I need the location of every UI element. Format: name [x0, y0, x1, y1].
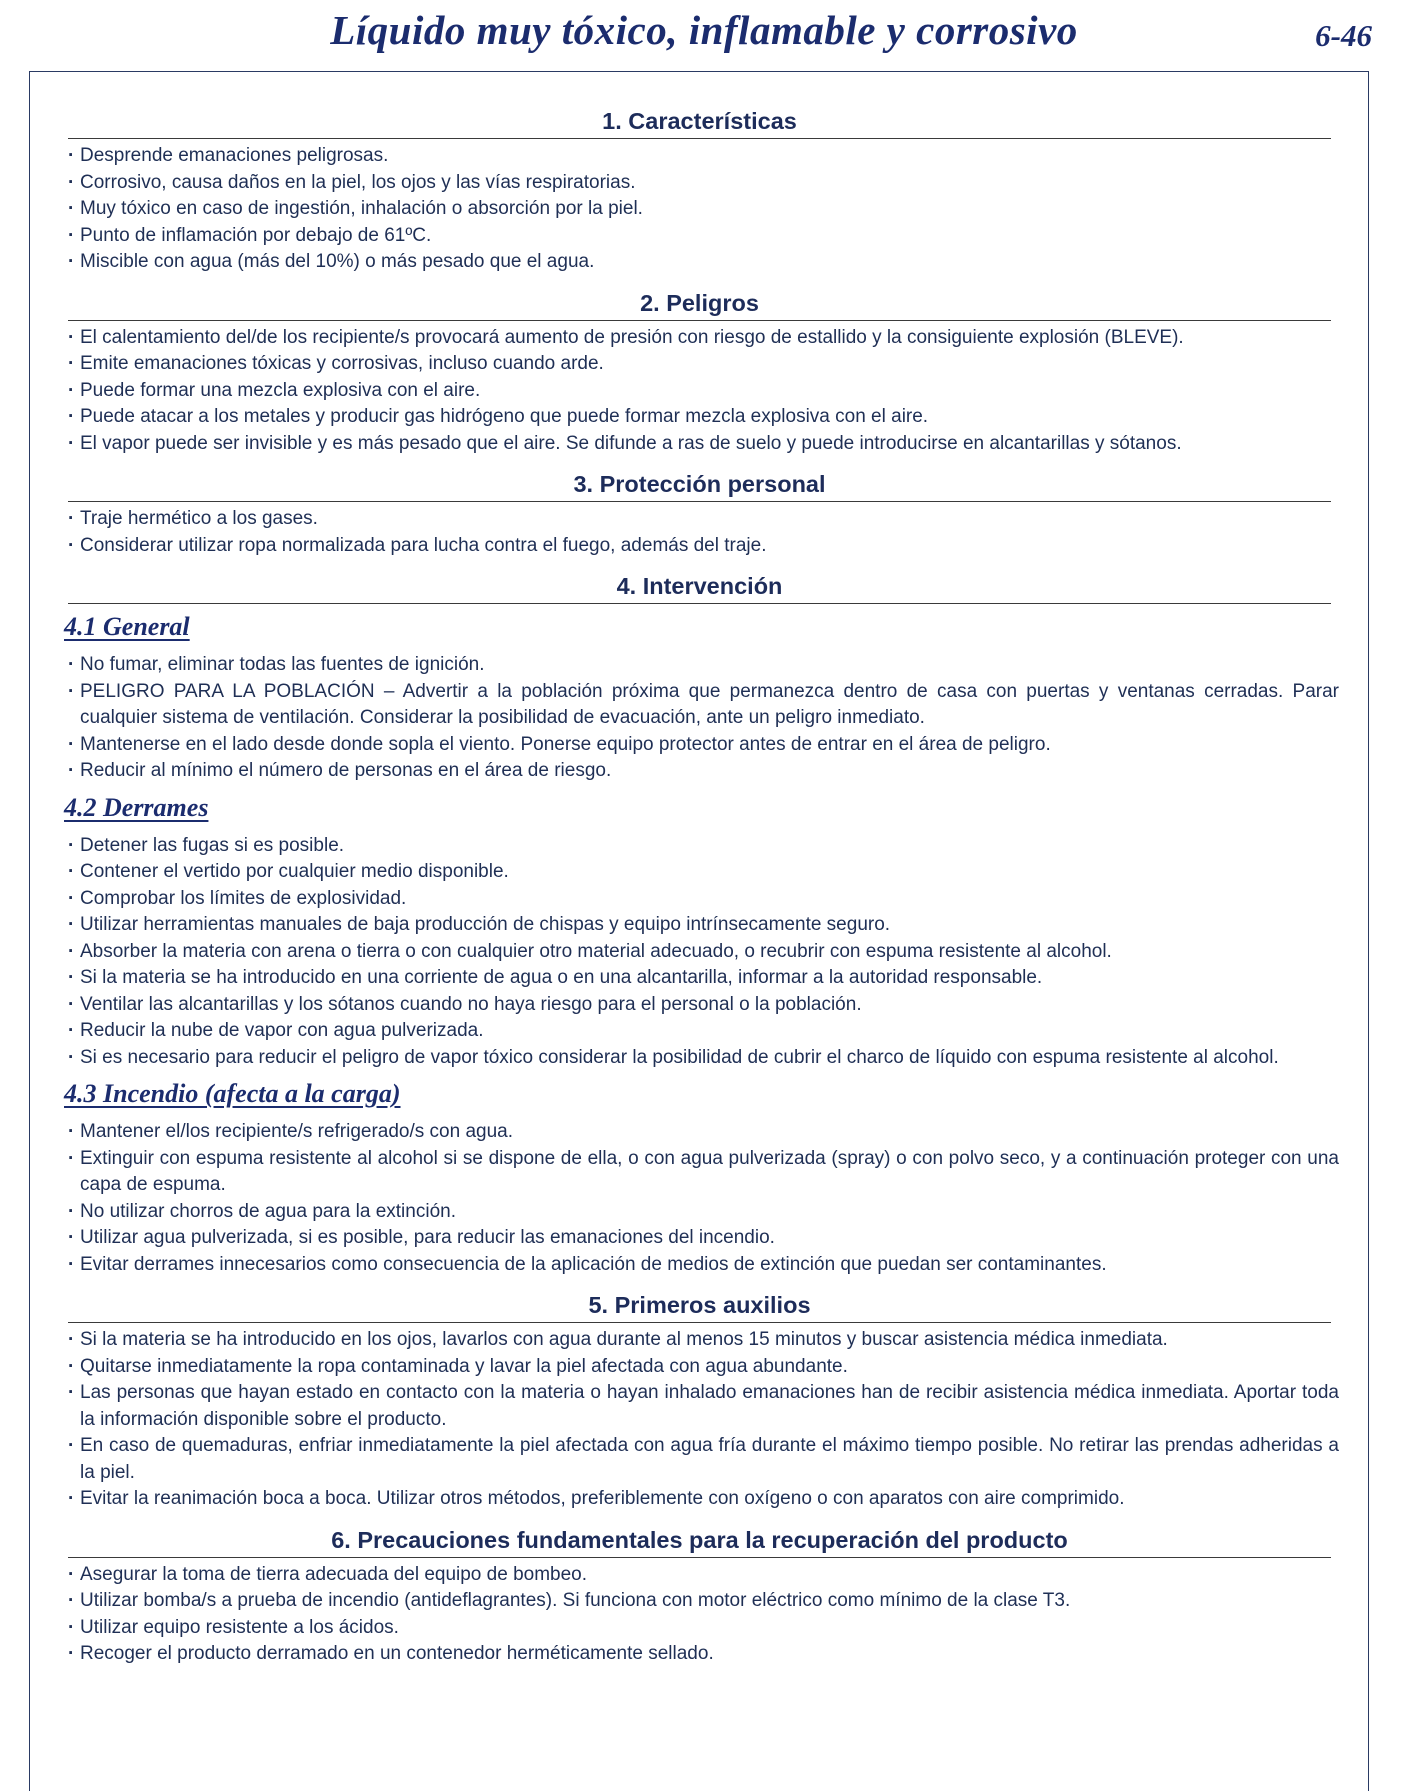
bullet-list [60, 1119, 1339, 1278]
list-item: · Utilizar equipo resistente a los ácidos. [68, 1615, 1339, 1642]
document-content [60, 106, 1339, 1680]
list-item: · Ventilar las alcantarillas y los sótanos cuando no haya riesgo para el personal o la población. [68, 992, 1339, 1019]
list-item: · No fumar, eliminar todas las fuentes de ignición. [68, 652, 1339, 679]
list-item: · Desprende emanaciones peligrosas. [68, 143, 1339, 170]
section-heading: 5. Primeros auxilios [68, 1290, 1331, 1323]
section-peligros [60, 288, 1339, 458]
section-primeros-auxilios [60, 1290, 1339, 1513]
list-item: · Evitar la reanimación boca a boca. Utilizar otros métodos, preferiblemente con oxígeno o con aparatos con aire comprimido. [68, 1486, 1339, 1513]
bullet-list [60, 506, 1339, 559]
list-item: · Puede formar una mezcla explosiva con el aire. [68, 378, 1339, 405]
list-item: · Si la materia se ha introducido en los ojos, lavarlos con agua durante al menos 15 minutos y buscar asistencia médica inmediata. [68, 1327, 1339, 1354]
list-item: · Muy tóxico en caso de ingestión, inhalación o absorción por la piel. [68, 196, 1339, 223]
section-caracteristicas [60, 106, 1339, 276]
list-item: · Si la materia se ha introducido en una corriente de agua o en una alcantarilla, informar a la autoridad responsable. [68, 965, 1339, 992]
list-item: · Utilizar bomba/s a prueba de incendio (antideflagrantes). Si funciona con motor eléctrico como mínimo de la clase T3. [68, 1588, 1339, 1615]
bullet-list [60, 325, 1339, 458]
list-item: · Quitarse inmediatamente la ropa contaminada y lavar la piel afectada con agua abundante. [68, 1354, 1339, 1381]
bullet-list [60, 1562, 1339, 1668]
list-item: · El vapor puede ser invisible y es más pesado que el aire. Se difunde a ras de suelo y puede introducirse en alcantarillas y sótanos. [68, 431, 1339, 458]
bullet-list [60, 143, 1339, 276]
list-item: · Mantenerse en el lado desde donde sopla el viento. Ponerse equipo protector antes de entrar en el área de peligro. [68, 732, 1339, 759]
list-item: · Si es necesario para reducir el peligro de vapor tóxico considerar la posibilidad de cubrir el charco de líquido con espuma resistente al alcohol. [68, 1045, 1339, 1072]
list-item: · Utilizar herramientas manuales de baja producción de chispas y equipo intrínsecamente seguro. [68, 912, 1339, 939]
section-precauciones-recuperacion [60, 1525, 1339, 1668]
list-item: · PELIGRO PARA LA POBLACIÓN – Advertir a la población próxima que permanezca dentro de casa con puertas y ventanas cerradas. Parar cualquier sistema de ventilación. Considerar la posibilidad de evacuación, ante un peligro inmediato. [68, 679, 1339, 732]
list-item: · Detener las fugas si es posible. [68, 833, 1339, 860]
list-item: · Las personas que hayan estado en contacto con la materia o hayan inhalado emanaciones han de recibir asistencia médica inmediata. Aportar toda la información disponible sobre el producto. [68, 1380, 1339, 1433]
list-item: · El calentamiento del/de los recipiente/s provocará aumento de presión con riesgo de estallido y la consiguiente explosión (BLEVE). [68, 325, 1339, 352]
list-item: · Evitar derrames innecesarios como consecuencia de la aplicación de medios de extinción que puedan ser contaminantes. [68, 1252, 1339, 1279]
page-title: Líquido muy tóxico, inflamable y corrosivo [330, 7, 1078, 53]
section-proteccion-personal [60, 469, 1339, 559]
list-item: · Comprobar los límites de explosividad. [68, 886, 1339, 913]
list-item: · No utilizar chorros de agua para la extinción. [68, 1199, 1339, 1226]
subsection-heading-derrames: 4.2 Derrames [64, 792, 209, 822]
list-item: · Reducir la nube de vapor con agua pulverizada. [68, 1018, 1339, 1045]
section-heading: 3. Protección personal [68, 469, 1331, 502]
subsection-heading-incendio: 4.3 Incendio (afecta a la carga) [64, 1079, 401, 1108]
list-item: · Punto de inflamación por debajo de 61ºC. [68, 223, 1339, 250]
section-heading: 6. Precauciones fundamentales para la recuperación del producto [68, 1525, 1331, 1558]
list-item: · Corrosivo, causa daños en la piel, los ojos y las vías respiratorias. [68, 170, 1339, 197]
list-item: · Puede atacar a los metales y producir gas hidrógeno que puede formar mezcla explosiva con el aire. [68, 404, 1339, 431]
list-item: · Miscible con agua (más del 10%) o más pesado que el agua. [68, 249, 1339, 276]
list-item: · Contener el vertido por cualquier medio disponible. [68, 859, 1339, 886]
bullet-list [60, 1327, 1339, 1513]
section-intervencion [60, 571, 1339, 1278]
list-item: · Asegurar la toma de tierra adecuada del equipo de bombeo. [68, 1562, 1339, 1589]
bullet-list [60, 833, 1339, 1072]
list-item: · Considerar utilizar ropa normalizada para lucha contra el fuego, además del traje. [68, 533, 1339, 560]
bullet-list [60, 652, 1339, 785]
section-heading: 1. Características [68, 106, 1331, 139]
subsection-heading-general: 4.1 General [64, 612, 190, 641]
section-heading: 4. Intervención [68, 571, 1331, 604]
list-item: · Recoger el producto derramado en un contenedor herméticamente sellado. [68, 1641, 1339, 1668]
list-item: · Traje hermético a los gases. [68, 506, 1339, 533]
list-item: · Extinguir con espuma resistente al alcohol si se dispone de ella, o con agua pulverizada (spray) o con polvo seco, y a continuación proteger con una capa de espuma. [68, 1146, 1339, 1199]
list-item: · Absorber la materia con arena o tierra o con cualquier otro material adecuado, o recubrir con espuma resistente al alcohol. [68, 939, 1339, 966]
list-item: · En caso de quemaduras, enfriar inmediatamente la piel afectada con agua fría durante el máximo tiempo posible. No retirar las prendas adheridas a la piel. [68, 1433, 1339, 1486]
section-heading: 2. Peligros [68, 288, 1331, 321]
list-item: · Reducir al mínimo el número de personas en el área de riesgo. [68, 758, 1339, 785]
list-item: · Utilizar agua pulverizada, si es posible, para reducir las emanaciones del incendio. [68, 1225, 1339, 1252]
list-item: · Mantener el/los recipiente/s refrigerado/s con agua. [68, 1119, 1339, 1146]
page-number: 6-46 [1315, 18, 1372, 53]
list-item: · Emite emanaciones tóxicas y corrosivas, incluso cuando arde. [68, 351, 1339, 378]
